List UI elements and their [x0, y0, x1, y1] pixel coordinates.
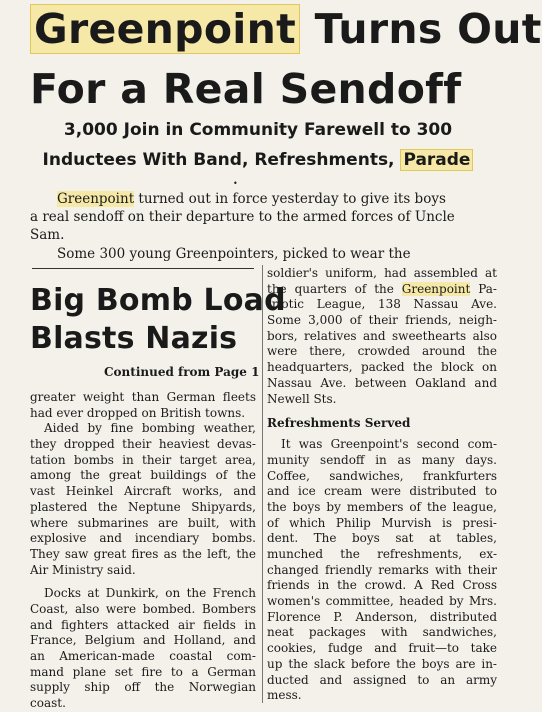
left-column-body: [30, 390, 256, 712]
headline-line-2: For a Real Sendoff: [30, 65, 462, 113]
column-divider: [262, 265, 263, 703]
lead-line-3: Sam.: [30, 227, 65, 243]
text-line: mess.: [267, 688, 302, 703]
headline-keyword-highlight: Greenpoint: [30, 4, 300, 54]
text-line: coast.: [30, 696, 66, 711]
sidebar-story-title-line-1: Big Bomb Load: [30, 283, 286, 318]
text-line: ducted and assigned to an army: [267, 672, 497, 687]
text-line: an American-made coastal com-: [30, 649, 256, 663]
text-line: Florence P. Anderson, distributed: [267, 609, 497, 624]
continued-note: Continued from Page 1: [104, 365, 260, 379]
text-line: vast Heinkel Aircraft works, and: [30, 484, 256, 499]
text-line: Some 3,000 of their friends, neigh-: [267, 313, 497, 328]
text-line: the quarters of the Greenpoint Pa-: [267, 281, 497, 296]
text-line: Newell Sts.: [267, 391, 337, 406]
text-line: munity sendoff in as many days.: [267, 452, 497, 467]
lead-line-1: [57, 190, 523, 208]
right-column-part-a: [267, 266, 497, 407]
text-line: and ice cream were distributed to: [267, 484, 497, 499]
text-line: women's committee, headed by Mrs.: [267, 594, 497, 609]
text-line: up the slack before the boys are in-: [267, 656, 497, 671]
sidebar-story-title-line-2: Blasts Nazis: [30, 321, 238, 356]
paragraph-gap: [30, 578, 256, 586]
separator-dot: •: [233, 179, 238, 188]
right-column-part-b: [267, 437, 497, 704]
text-line: Aided by fine bombing weather,: [44, 421, 256, 436]
text-line: had ever dropped on British towns.: [30, 405, 246, 420]
text-line: explosive and incendiary bombs.: [30, 531, 256, 546]
headline-line-1-rest: Turns Out: [300, 5, 542, 53]
text-line: Nassau Ave. between Oakland and: [267, 375, 497, 390]
text-line: of which Philip Murvish is presi-: [267, 515, 497, 530]
deck-line-2-text: Inductees With Band, Refreshments,: [42, 150, 401, 170]
column-top-rule: [32, 268, 254, 269]
text-line: bors, relatives and sweethearts also: [267, 328, 497, 343]
text-line: neat packages with sandwiches,: [267, 625, 497, 640]
text-line: changed friendly remarks with their: [267, 562, 497, 577]
text-line: where submarines are built, with: [30, 515, 256, 530]
headline-line-1: [30, 4, 542, 54]
text-line: supply ship off the Norwegian: [30, 680, 256, 695]
lead-line-1-rest: turned out in force yesterday to give its boys: [134, 191, 446, 207]
lead-line-2: a real sendoff on their departure to the armed forces of Uncle: [30, 209, 455, 225]
text-line: cookies, fudge and fruit—to take: [267, 641, 497, 656]
text-line: the boys by members of the league,: [267, 499, 497, 514]
text-line: friends in the crowd. A Red Cross: [267, 578, 497, 593]
text-line: among the great buildings of the: [30, 468, 256, 483]
text-line: plastered the Neptune Shipyards,: [30, 499, 256, 514]
deck-keyword-highlight: Parade: [400, 149, 473, 171]
text-line: dent. The boys sat at tables,: [267, 531, 497, 546]
text-line: soldier's uniform, had assembled at: [267, 266, 497, 280]
text-line: Coast, also were bombed. Bombers: [30, 601, 256, 616]
text-line: Docks at Dunkirk, on the French: [44, 586, 256, 601]
text-line: tation bombs in their target area,: [30, 452, 256, 467]
section-subhead: Refreshments Served: [267, 416, 411, 431]
text-line: Coffee, sandwiches, frankfurters: [267, 468, 497, 483]
text-line: It was Greenpoint's second com-: [281, 437, 497, 452]
deck-line-2: [8, 150, 508, 170]
text-line: greater weight than German fleets: [30, 390, 256, 404]
right-column-body: [267, 266, 497, 704]
text-line: triotic League, 138 Nassau Ave.: [267, 297, 497, 312]
text-line: were there, crowded around the: [267, 344, 497, 359]
text-line: France, Belgium and Holland, and: [30, 633, 256, 648]
text-line: they dropped their heaviest devas-: [30, 437, 256, 452]
text-line: and fighters attacked air fields in: [30, 617, 256, 632]
text-line: Air Ministry said.: [30, 562, 136, 577]
text-line: They saw great fires as the left, the: [30, 546, 256, 561]
text-line: mand plane set fire to a German: [30, 664, 256, 679]
deck-line-1: 3,000 Join in Community Farewell to 300: [63, 120, 453, 140]
lead-line-4: Some 300 young Greenpointers, picked to wear the: [57, 246, 411, 262]
keyword-highlight: Greenpoint: [401, 281, 471, 296]
text-line: headquarters, packed the block on: [267, 360, 497, 375]
text-line: munched the refreshments, ex-: [267, 547, 497, 561]
lead-keyword-highlight: Greenpoint: [57, 191, 135, 207]
